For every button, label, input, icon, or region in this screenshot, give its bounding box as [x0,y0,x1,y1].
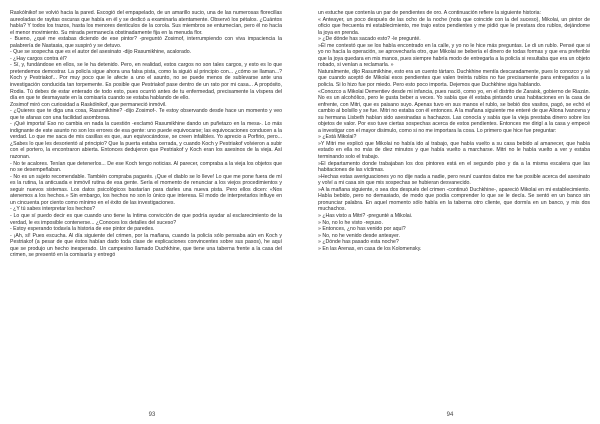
paragraph: » No, no he venido desde anteayer. [318,232,400,239]
paragraph: - ¡Qué importa! Eso no cambia en nada la cuestión -exclamó Rasumikhine dando un puñetazo en la mesa-. Lo más indignante de este asunto no son los errores de esa gente: uno puede equivocarse; las equivocaciones conducen a la verdad. Lo que me saca de mis casillas es que, aun equivocándose, se creen infalibles. Yo aprecio a Porfirio, pero... ¿Sabes lo que les desorientó al principio? Que la puerta estaba cerrada, y cuando Koch y Pestriakof volvieron a subir con el portero, la encontraron abierta. Entonces dedujeron que Pestriakof y Koch eran los asesinos de la vieja. Así razonan. [10,121,282,161]
paragraph: - Sí, y, fundándose en ellos, se le ha detenido. Pero, en realidad, estos cargos no son tales cargos, y esto es lo que pretendemos demostrar. La policía sigue ahora una falsa pista, como la siguió al principio con... ¿cómo se llaman...? Koch y Pestriakof... Por muy poco que le afecte a uno el asunto, no se puede menos de sublevarse ante una investigación conducida tan torpemente. Es posible que Pestriakof pase dentro de un rato por mi casa... A propósito, Rodia. Tú debes de estar enterado de todo esto, pues ocurrió antes de tu enfermedad, precisamente la víspera del día en que te desmayaste en la comisaría cuando se estaba hablando de ello. [10,62,282,102]
right-page-text [318,10,590,252]
paragraph: Raskólnikof se volvió hacia la pared. Escogió del empapelado, de un amarillo sucio, una de las numerosas florecillas aureoladas de rayitas oscuras que había en él y se dedicó a examinarla atentamente. Observó los pétalos. ¿Cuántos había? Y todos los trazos, hasta los menores denticulos de la corola. Sus miembros se entumecían, pero él no hacía el menor movimiento. Su mirada permanecía obstinadamente fija en la menuda flor. [10,10,282,36]
paragraph: » En las Arenas, en casa de los Kolomensky. [318,245,422,252]
paragraph: - Lo que sí puedo decir es que cuando uno tiene la íntima convicción de que podría ayudar al esclarecimiento de la verdad, le es imposible contenerse... ¿Conoces los detalles del suceso? [10,212,282,226]
paragraph: « Anteayer, un poco después de las ocho de la noche (nota que coincide con la del suceso), Mikolai, un pintor de oficio que frecuenta mi establecimiento, me trajo estos pendientes y me pidió que le prestara dos rublos, dejándome la joya en prenda. [318,16,590,36]
paragraph: - ¡Ah, sí! Pues escucha. Al día siguiente del crimen, por la mañana, cuando la policía sólo pensaba aún en Koch y Pestriakof (a pesar de que éstos habían dado toda clase de explicaciones convincentes sobre sus pasos), he aquí que se produjo un hecho inesperado. Un campesino llamado Duchkhine, que tiene una taberna frente a la casa del crimen, se presentó en la comisaría y entregó [10,232,282,259]
paragraph: «Conozco a Mikolai Dementiev desde mi infancia, pues nació, como yo, en el distrito de Zaraisk, gobierno de Riazán. No es un alcohólico, pero le gusta beber a veces. Yo sabía que él estaba pintando unas habitaciones en la casa de enfrente, con Mitri, que es paisano suyo. Apenas tuvo en sus manos el rublo, se bebió dos vasitos, pagó, se echó el cambio al bolsillo y se fue. Mitri no estaba con él entonces. A la mañana siguiente me enteré de que Aliona Ivanovna y su hermana Lisbeth habían sido asesinadas a hachazos. Las conocía y sabía que la vieja prestaba dinero sobre los objetos de valor. Por eso tuve ciertas sospechas acerca de estos pendientes. Entonces me dirigí a la casa y empecé a investigar con el mayor disimulo, como si no me importara la cosa. Lo primero que hice fue preguntar: [318,88,590,134]
right-page [318,10,590,420]
paragraph: - No es un sujeto recomendable. También compraba pagarés. ¡Que el diablo se lo lleve! Lo que me pone fuera de mí es la rutina, la anticuada e inmóvil rutina de esa gente. Sería el momento de renunciar a los viejos procedimientos y seguir nuevos sistemas. Los datos psicológicos bastarían para darles una nueva pista. Pero ellos dicen: «Nos atenemos a los hechos.» Sin embargo, los hechos no son lo único que interesa. El modo de interpretarlos influye en un cincuenta por ciento como mínimo en el éxito de las investigaciones. [10,173,282,206]
paragraph: - No te acalores. Tenían que detenerlos... De ese Koch tengo noticias. Al parecer, compraba a la vieja los objetos que no se desempeñaban. [10,160,282,174]
paragraph: » ¿Has visto a Mitri? -pregunté a Mikolai. [318,212,413,219]
paragraph: - Bueno, ¿qué me estabas diciendo de ese pintor? -preguntó Zosimof, interrumpiendo con viva impaciencia la palabrería de Nastasia, que suspiró y se detuvo. [10,36,282,49]
left-page-text [10,10,282,259]
paragraph: - ¿Hay cargos contra él? [10,55,67,62]
paragraph: » ¿De dónde has sacado esto? -le pregunté. [318,36,421,43]
paragraph: Naturalmente, dijo Rasumikhine, esto era un cuento tártaro. Duchkhine mentía descaradamente, pues lo conozco y sé que cuando aceptó de Mikolai esos pendientes que valen treinta rublos no fue precisamente para entregarlos a la policía. Si lo hizo fue por miedo. Pero esto poco importa. Dejemos que Duchkhine siga hablando. [318,68,590,89]
paragraph: »Él me contestó que se los había encontrado en la calle, y yo no le hice más preguntas. Le di un rublo. Pensé que si yo no hacía la operación, se aprovecharía otro, que Mikolai se bebería el dinero de todas formas y que era preferible que la joya quedara en mis manos, pues siempre habría modo de entregarla a la policía si resultaba que era un objeto robado, si venían a reclamarla. » [318,42,590,69]
right-page-number: 94 [446,412,454,418]
paragraph: - Que se sospecha que es el autor del asesinato -dijo Rasumikhine, acalorado. [10,49,192,56]
paragraph: » Entonces, ¿no has venido por aquí? [318,226,406,233]
left-page-number: 93 [148,412,156,418]
paragraph: »A la mañana siguiente, o sea dos después del crimen -continuó Duchkhine-, apareció Mikolai en mi establecimiento. Había bebido, pero no demasiado, de modo que podía comprender lo que se le decía. Se sentó en un banco sin pronunciar palabra. En aquel momento sólo había en la taberna otro cliente, que dormía en un banco, y mis dos muchachos. [318,186,590,213]
paragraph: » ¿Dónde has pasado esta noche? [318,239,399,246]
paragraph: - ¿Quieres que te diga una cosa, Rasumikhine? -dijo Zosimof-. Te estoy observando desde hace un momento y veo que te afanas con una facilidad asombrosa. [10,108,282,121]
paragraph: »Y Mitri me explicó que Mikolai no había ido al trabajo, que había vuelto a su casa bebido al amanecer, que había estado en ella no más de diez minutos y que había vuelto a marcharse. Mitri no le había vuelto a ver y estaba terminando solo el trabajo. [318,140,590,161]
paragraph: » No, no lo he visto -repuso. [318,219,383,226]
paragraph: - Estoy esperando todavía la historia de ese pintor de paredes. [10,226,155,233]
paragraph: »Hechas estas averiguaciones yo no dije nada a nadie, pero reuní cuantos datos me fue posible acerca del asesinato y volví a mi casa sin que mis sospechas se hubieran desvanecido. [318,173,590,187]
paragraph: » ¿Está Mikolai? [318,134,357,141]
paragraph: - ¿Y tú sabes interpretar los hechos? [10,206,95,213]
paragraph: »El departamento donde trabajaban los dos pintores está en el segundo piso y da a la misma escalera que las habitaciones de las víctimas. [318,160,590,174]
paragraph: un estuche que contenía un par de pendientes de oro. A continuación refiere la siguiente historia: [318,10,541,16]
left-page [10,10,282,420]
paragraph: Zosimof miró con curiosidad a Raskólnikof, que permaneció inmóvil. [10,101,167,108]
